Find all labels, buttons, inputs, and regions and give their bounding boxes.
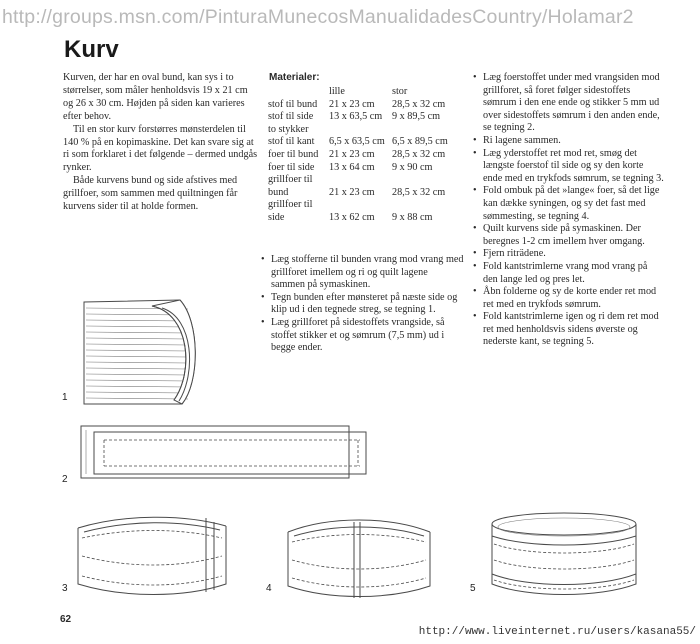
materials-table: [268, 86, 464, 225]
materials-heading: Materialer:: [269, 72, 320, 83]
materials-row: [268, 187, 464, 200]
size-large: [392, 174, 464, 187]
materials-row: [268, 174, 464, 187]
step-item: • Læg yderstoffet ret mod ret, smøg det længste foerstof til side og sy den korte ende med en trykfods sømrum, se tegning 3.: [472, 148, 664, 186]
material-name: side: [268, 211, 285, 223]
figure-1-quilted-base: [82, 292, 207, 407]
size-small: [329, 174, 392, 187]
material-name: foer til bund: [268, 148, 319, 160]
size-large: 9 x 89,5 cm: [392, 111, 441, 123]
size-large: 6,5 x 89,5 cm: [392, 136, 448, 148]
materials-row: [268, 136, 464, 149]
materials-row: [268, 149, 464, 162]
intro-paragraph-2: Til en stor kurv forstørres mønsterdelen til 140 % på en kopimaskine. Det kan svare sig at ri som forklaret i det følgende – dermed undgås rynker.: [63, 123, 258, 174]
step-item: • Ri lagene sammen.: [472, 135, 664, 148]
size-large: 9 x 88 cm: [392, 211, 433, 223]
intro-paragraph-3: Både kurvens bund og side afstives med grillfoer, som sammen med quiltningen får kurvens sider til at holde formen.: [63, 175, 238, 213]
size-large: [392, 124, 464, 137]
figure-3-number: 3: [62, 583, 68, 594]
page-title: Kurv: [64, 36, 119, 63]
size-large: 28,5 x 32 cm: [392, 148, 446, 160]
instructions-right: [472, 72, 664, 349]
size-small: [329, 199, 392, 212]
step-item: • Quilt kurvens side på symaskinen. Der beregnes 1-2 cm imellem hver omgang.: [472, 223, 664, 248]
size-small: 21 x 23 cm: [329, 186, 375, 198]
size-large: 28,5 x 32 cm: [392, 186, 446, 198]
material-name: stof til bund: [268, 98, 318, 110]
size-small: 13 x 64 cm: [329, 161, 375, 173]
material-name: to stykker: [268, 123, 309, 135]
page-number: 62: [60, 614, 72, 625]
size-large: 9 x 90 cm: [392, 161, 433, 173]
step-item: • Åbn folderne og sy de korte ender ret mod ret med en trykfods sømrum.: [472, 286, 664, 311]
size-small: [329, 124, 392, 137]
intro-text: [63, 72, 259, 214]
material-name: grillfoer til: [268, 174, 313, 186]
figure-2-number: 2: [62, 474, 68, 485]
intro-paragraph-1: Kurven, der har en oval bund, kan sys i to størrelser, som måler henholdsvis 19 x 21 cm og 26 x 30 cm. Højden på siden kan varieres efter behov.: [63, 72, 248, 122]
materials-row: [268, 199, 464, 212]
materials-row: [268, 212, 464, 225]
column-small: lille: [329, 86, 345, 97]
step-item: • Læg stofferne til bunden vrang mod vrang med grillforet imellem og ri og quilt lagene sammen på symaskinen.: [260, 254, 464, 292]
step-item: • Fold ombuk på det »lange« foer, så det lige kan dække syningen, og sy det fast med sømmesting, se tegning 4.: [472, 185, 664, 223]
figure-5-bound-edges: [488, 510, 640, 600]
step-item: • Læg foerstoffet under med vrangsiden mod grillforet, så foret følger sidestoffets sømrum i den ene ende og stikker 5 mm ud over sidestoffets sømrum i den anden ende, se tegning 2.: [472, 72, 664, 135]
material-name: foer til side: [268, 161, 315, 173]
materials-row: [268, 111, 464, 124]
step-item: • Læg grillforet på sidestoffets vrangside, så stoffet stikker et og sømrum (7,5 mm) ud i begge ender.: [260, 317, 464, 355]
materials-row: [268, 99, 464, 112]
size-small: 21 x 23 cm: [329, 148, 375, 160]
size-large: [392, 199, 464, 212]
step-item: • Fold kantstrimlerne vrang mod vrang på den lange led og pres let.: [472, 261, 664, 286]
materials-header-row: [268, 86, 464, 99]
size-small: 21 x 23 cm: [329, 98, 375, 110]
material-name: stof til kant: [268, 136, 315, 148]
material-name: bund: [268, 186, 289, 198]
size-small: 13 x 62 cm: [329, 211, 375, 223]
instructions-middle: [260, 254, 464, 355]
materials-row: [268, 162, 464, 175]
figure-1-number: 1: [62, 392, 68, 403]
figure-2-side-strip: [80, 424, 372, 484]
figure-4-stitched-side: [284, 514, 434, 602]
material-name: stof til side: [268, 111, 314, 123]
column-large: stor: [392, 86, 408, 97]
figure-5-number: 5: [470, 583, 476, 594]
step-item: • Tegn bunden efter mønsteret på næste side og klip ud i den tegnede streg, se tegning 1.: [260, 292, 464, 317]
watermark-bottom-url: http://www.liveinternet.ru/users/kasana55/: [418, 626, 696, 638]
figure-4-number: 4: [266, 583, 272, 594]
figure-3-sewn-side: [74, 512, 232, 602]
material-name: grillfoer til: [268, 199, 313, 211]
size-small: 6,5 x 63,5 cm: [329, 136, 385, 148]
watermark-top-url: http://groups.msn.com/PinturaMunecosManualidadesCountry/Holamar2: [2, 6, 634, 28]
materials-row: [268, 124, 464, 137]
step-item: • Fjern riträdene.: [472, 248, 664, 261]
size-large: 28,5 x 32 cm: [392, 98, 446, 110]
size-small: 13 x 63,5 cm: [329, 111, 383, 123]
step-item: • Fold kantstrimlerne igen og ri dem ret mod ret med henholdsvis sidens øverste og nederste kant, se tegning 5.: [472, 311, 664, 349]
